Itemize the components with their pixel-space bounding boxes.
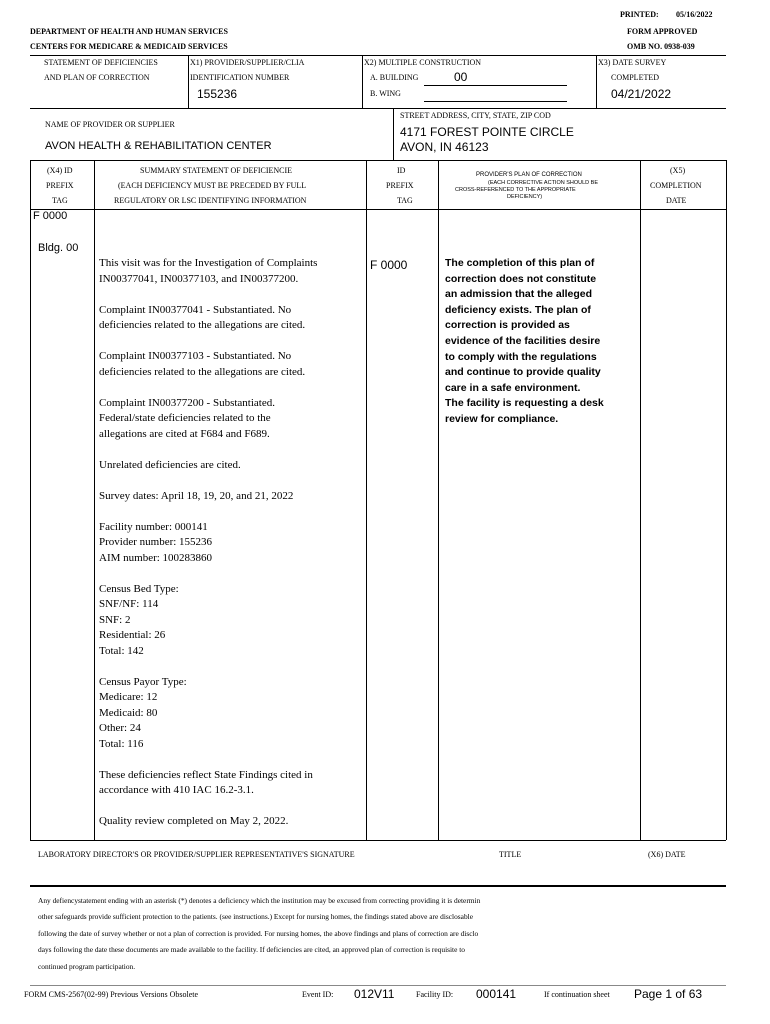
- disclaimer-line: Any defiencystatement ending with an asterisk (*) denotes a deficiency which the institution may be excused from correcting providing it is determin: [38, 896, 481, 905]
- summary-line: Complaint IN00377041 - Substantiated. No: [99, 303, 292, 316]
- building-tag: Bldg. 00: [38, 242, 79, 254]
- summary-line: Medicare: 12: [99, 691, 158, 703]
- summary-header-2: (EACH DEFICIENCY MUST BE PRECEDED BY FULL: [118, 181, 307, 190]
- correction-line: care in a safe environment.: [445, 381, 581, 394]
- summary-line: [99, 287, 361, 303]
- date-label: (X6) DATE: [648, 850, 686, 859]
- continuation-label: If continuation sheet: [544, 990, 610, 999]
- x1-label: X1) PROVIDER/SUPPLIER/CLIA: [190, 58, 305, 67]
- printed-label: PRINTED:: [620, 10, 659, 19]
- correction-line: The completion of this plan of: [445, 257, 595, 269]
- cms-title: CENTERS FOR MEDICARE & MEDICAID SERVICES: [30, 42, 228, 51]
- summary-line: AIM number: 100283860: [99, 551, 213, 564]
- summary-line: IN00377041, IN00377103, and IN00377200.: [99, 272, 299, 285]
- summary-line: These deficiencies reflect State Findings cited in: [99, 768, 313, 781]
- form-number: FORM CMS-2567(02-99) Previous Versions Obsolete: [24, 990, 199, 999]
- summary-line: allegations are cited at F684 and F689.: [99, 427, 270, 440]
- x5-header-3: DATE: [666, 196, 687, 205]
- x3-sublabel: COMPLETED: [611, 73, 659, 82]
- plan-header-2: (EACH CORRECTIVE ACTION SHOULD BE: [488, 180, 599, 186]
- correction-line: evidence of the facilities desire: [445, 334, 601, 347]
- left-tag: F 0000: [33, 210, 68, 222]
- facility-id-label: Facility ID:: [416, 990, 454, 999]
- summary-line: Facility number: 000141: [99, 520, 208, 533]
- printed-date: 05/16/2022: [676, 10, 713, 19]
- plan-header-3: CROSS-REFERENCED TO THE APPROPRIATE: [455, 187, 576, 193]
- plan-of-correction: [445, 256, 615, 428]
- disclaimer-line: following the date of survey whether or not a plan of correction is provided. For nursing homes, the above findings and plans of correction are disclo: [38, 928, 479, 938]
- address-line-2: AVON, IN 46123: [400, 140, 489, 154]
- disclaimer-line: continued program participation.: [38, 961, 136, 971]
- disclaimer: [38, 893, 480, 975]
- signature-label: LABORATORY DIRECTOR'S OR PROVIDER/SUPPLIER REPRESENTATIVE'S SIGNATURE: [38, 850, 355, 859]
- correction-line: to comply with the regulations: [445, 350, 597, 363]
- event-id-label: Event ID:: [302, 990, 334, 999]
- summary-line: Medicaid: 80: [99, 706, 158, 719]
- x5-header-2: COMPLETION: [650, 181, 702, 190]
- correction-line: an admission that the alleged: [445, 288, 593, 301]
- provider-name-value: AVON HEALTH & REHABILITATION CENTER: [45, 140, 272, 152]
- summary-line: Census Payor Type:: [99, 675, 187, 688]
- summary-line: [99, 752, 361, 768]
- summary-line: Total: 142: [99, 644, 144, 657]
- disclaimer-line: days following the date these documents are made available to the facility. If deficiencies are cited, an approved plan of correction is requisite to: [38, 945, 465, 955]
- department-title: DEPARTMENT OF HEALTH AND HUMAN SERVICES: [30, 27, 228, 36]
- correction-line: and continue to provide quality: [445, 366, 601, 379]
- x4-header-1: (X4) ID: [47, 166, 73, 175]
- summary-line: Provider number: 155236: [99, 536, 213, 548]
- summary-line: SNF: 2: [99, 613, 131, 626]
- building-value: 00: [454, 70, 468, 84]
- building-label: A. BUILDING: [370, 73, 419, 82]
- summary-header-3: REGULATORY OR LSC IDENTIFYING INFORMATION: [114, 196, 307, 205]
- summary-line: This visit was for the Investigation of Complaints: [99, 257, 318, 269]
- summary-line: [99, 380, 361, 396]
- summary-line: Other: 24: [99, 722, 141, 734]
- summary-line: accordance with 410 IAC 16.2-3.1.: [99, 784, 254, 796]
- summary-line: [99, 799, 361, 815]
- title-label: TITLE: [499, 850, 522, 859]
- summary-line: Census Bed Type:: [99, 582, 179, 595]
- id-header-3: TAG: [397, 196, 413, 205]
- correction-line: deficiency exists. The plan of: [445, 303, 591, 316]
- x4-header-3: TAG: [52, 196, 68, 205]
- address-line-1: 4171 FOREST POINTE CIRCLE: [400, 125, 574, 139]
- id-header-1: ID: [397, 166, 406, 175]
- summary-line: SNF/NF: 114: [99, 598, 159, 610]
- x1-sublabel: IDENTIFICATION NUMBER: [190, 73, 290, 82]
- summary-line: deficiencies related to the allegations are cited.: [99, 319, 306, 331]
- summary-line: Complaint IN00377103 - Substantiated. No: [99, 350, 292, 362]
- correction-line: review for compliance.: [445, 412, 559, 425]
- x4-header-2: PREFIX: [46, 181, 74, 190]
- summary-line: [99, 442, 361, 458]
- provider-name-label: NAME OF PROVIDER OR SUPPLIER: [45, 120, 175, 129]
- x5-header-1: (X5): [670, 166, 686, 175]
- x3-label: X3) DATE SURVEY: [598, 58, 667, 67]
- plan-of-correction-label: AND PLAN OF CORRECTION: [44, 73, 150, 82]
- summary-line: [99, 473, 361, 489]
- summary-header-1: SUMMARY STATEMENT OF DEFICIENCIE: [140, 166, 293, 175]
- summary-line: deficiencies related to the allegations are cited.: [99, 365, 306, 378]
- summary-line: [99, 504, 361, 520]
- x2-label: X2) MULTIPLE CONSTRUCTION: [364, 58, 482, 67]
- page-number: Page 1 of 63: [634, 987, 703, 1001]
- id-header-2: PREFIX: [386, 181, 414, 190]
- disclaimer-line: other safeguards provide sufficient protection to the patients. (see instructions.) Except for nursing homes, the findings stated above are disclosable: [38, 912, 473, 922]
- correction-line: correction is provided as: [445, 319, 570, 332]
- summary-line: Federal/state deficiencies related to the: [99, 412, 271, 424]
- correction-line: The facility is requesting a desk: [445, 397, 604, 410]
- omb-number: OMB NO. 0938-039: [627, 42, 695, 51]
- wing-label: B. WING: [370, 89, 401, 98]
- survey-date-value: 04/21/2022: [611, 87, 672, 101]
- correction-line: correction does not constitute: [445, 272, 597, 285]
- summary-line: [99, 659, 361, 675]
- provider-id-value: 155236: [197, 87, 238, 101]
- statement-label: STATEMENT OF DEFICIENCIES: [44, 58, 158, 67]
- address-label: STREET ADDRESS, CITY, STATE, ZIP COD: [400, 111, 551, 120]
- summary-line: [99, 334, 361, 350]
- form-approved: FORM APPROVED: [627, 27, 698, 36]
- right-tag: F 0000: [370, 258, 408, 272]
- plan-header-4: DEFICIENCY): [507, 194, 543, 200]
- summary-line: Survey dates: April 18, 19, 20, and 21, 2022: [99, 489, 294, 502]
- facility-id-value: 000141: [476, 987, 517, 1001]
- summary-line: Residential: 26: [99, 629, 166, 641]
- summary-statement: [99, 256, 361, 830]
- summary-line: Total: 116: [99, 737, 144, 750]
- plan-header-1: PROVIDER'S PLAN OF CORRECTION: [476, 172, 582, 178]
- summary-line: Quality review completed on May 2, 2022.: [99, 815, 289, 827]
- summary-line: Unrelated deficiencies are cited.: [99, 458, 241, 471]
- summary-line: Complaint IN00377200 - Substantiated.: [99, 396, 275, 409]
- summary-line: [99, 566, 361, 582]
- event-id-value: 012V11: [354, 987, 395, 1001]
